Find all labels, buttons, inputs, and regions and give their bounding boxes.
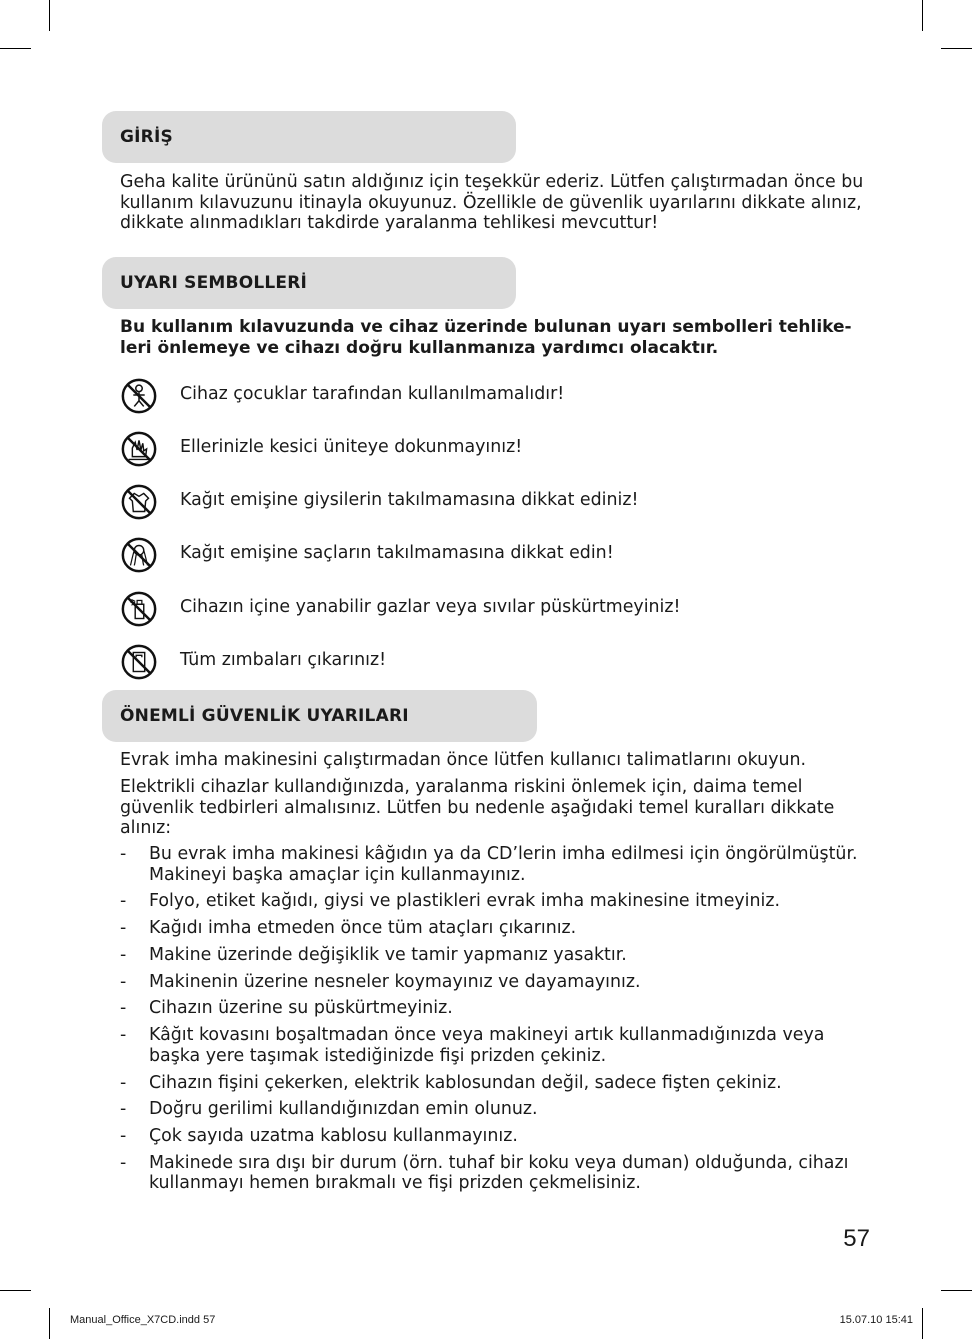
bullet-marker: - bbox=[120, 1152, 127, 1173]
safety-paragraph-1: Evrak imha makinesini çalıştırmadan önce lütfen kullanıcı talimatlarını okuyun. bbox=[120, 750, 807, 770]
symbol-row bbox=[120, 481, 880, 521]
bullet-marker: - bbox=[120, 1099, 127, 1120]
bullet-marker: - bbox=[120, 844, 127, 864]
section-title-intro: GİRİŞ bbox=[120, 127, 173, 147]
section-header-safety bbox=[102, 690, 537, 742]
list-item-text: Makinenin üzerine nesneler koymayınız ve dayamayınız. bbox=[149, 971, 641, 992]
bullet-marker: - bbox=[120, 971, 127, 992]
crop-mark bbox=[49, 0, 50, 31]
symbol-row bbox=[120, 534, 880, 574]
section-header-symbols bbox=[102, 257, 516, 309]
symbol-text: Tüm zımbaları çıkarınız! bbox=[180, 650, 387, 670]
crop-mark bbox=[49, 1308, 50, 1339]
section-title-symbols: UYARI SEMBOLLERİ bbox=[120, 273, 308, 293]
no-long-hair-icon bbox=[120, 536, 158, 574]
crop-mark bbox=[0, 48, 31, 49]
symbol-text: Kağıt emişine saçların takılmamasına dikkat edin! bbox=[180, 543, 614, 563]
footer-file-info: Manual_Office_X7CD.indd 57 bbox=[70, 1314, 216, 1326]
bullet-marker: - bbox=[120, 944, 127, 965]
list-item-text: Makinede sıra dışı bir durum (örn. tuhaf bir koku veya duman) olduğunda, cihazı kullanmayı hemen bırakmalı ve fişi prizden çekmelisiniz. bbox=[149, 1152, 849, 1194]
symbol-text: Cihazın içine yanabilir gazlar veya sıvılar püskürtmeyiniz! bbox=[180, 597, 681, 617]
no-hands-icon bbox=[120, 430, 158, 468]
list-item bbox=[120, 918, 872, 939]
symbol-row bbox=[120, 588, 880, 628]
no-loose-clothing-icon bbox=[120, 483, 158, 521]
crop-mark bbox=[941, 48, 972, 49]
list-item-text: Bu evrak imha makinesi kâğıdın ya da CD’lerin imha edilmesi için öngörülmüştür. Makineyi başka amaçlar için kullanmayınız. bbox=[149, 844, 858, 885]
list-item bbox=[120, 1025, 872, 1066]
list-item bbox=[120, 891, 872, 912]
crop-mark bbox=[0, 1290, 31, 1291]
footer-datetime: 15.07.10 15:41 bbox=[839, 1314, 913, 1326]
symbol-text: Ellerinizle kesici üniteye dokunmayınız! bbox=[180, 437, 523, 457]
bullet-marker: - bbox=[120, 918, 127, 939]
crop-mark bbox=[922, 1308, 923, 1339]
page-number: 57 bbox=[843, 1225, 870, 1252]
list-item-text: Folyo, etiket kağıdı, giysi ve plastikleri evrak imha makinesine itmeyiniz. bbox=[149, 891, 781, 912]
list-item bbox=[120, 1099, 872, 1120]
list-item bbox=[120, 1126, 872, 1147]
list-item-text: Cihazın üzerine su püskürtmeyiniz. bbox=[149, 998, 453, 1019]
list-item bbox=[120, 844, 872, 885]
safety-bullet-list bbox=[120, 844, 872, 1200]
bullet-marker: - bbox=[120, 891, 127, 912]
list-item-text: Makine üzerinde değişiklik ve tamir yapmanız yasaktır. bbox=[149, 944, 627, 965]
symbol-row bbox=[120, 641, 880, 681]
safety-paragraph-2: Elektrikli cihazlar kullandığınızda, yaralanma riskini önlemek için, daima temel güvenlik tedbirleri almalısınız. Lütfen bu nedenle aşağıdaki temel kuralları dikkate alınız: bbox=[120, 777, 835, 838]
crop-mark bbox=[922, 0, 923, 31]
no-aerosol-spray-icon bbox=[120, 590, 158, 628]
section-header-intro bbox=[102, 111, 516, 163]
list-item bbox=[120, 998, 872, 1019]
list-item-text: Cihazın fişini çekerken, elektrik kablosundan değil, sadece fişten çekiniz. bbox=[149, 1072, 782, 1093]
symbol-text: Kağıt emişine giysilerin takılmamasına dikkat ediniz! bbox=[180, 490, 639, 510]
crop-mark bbox=[941, 1290, 972, 1291]
no-children-icon bbox=[120, 377, 158, 415]
symbols-lead-paragraph: Bu kullanım kılavuzunda ve cihaz üzerinde bulunan uyarı sembolleri tehlike-leri önlemeye ve cihazı doğru kullanmanıza yardımcı olacaktır. bbox=[120, 317, 852, 358]
list-item-text: Çok sayıda uzatma kablosu kullanmayınız. bbox=[149, 1126, 518, 1147]
symbol-row bbox=[120, 375, 880, 415]
list-item bbox=[120, 1153, 872, 1194]
bullet-marker: - bbox=[120, 1126, 127, 1147]
symbol-text: Cihaz çocuklar tarafından kullanılmamalıdır! bbox=[180, 384, 565, 404]
list-item bbox=[120, 972, 872, 993]
list-item bbox=[120, 1073, 872, 1094]
list-item-text: Kâğıt kovasını boşaltmadan önce veya makineyi artık kullanmadığınızda veya başka yere taşımak istediğinizde fişi prizden çekiniz. bbox=[149, 1025, 825, 1066]
bullet-marker: - bbox=[120, 1072, 127, 1093]
list-item-text: Kağıdı imha etmeden önce tüm ataçları çıkarınız. bbox=[149, 918, 577, 939]
bullet-marker: - bbox=[120, 998, 127, 1019]
intro-paragraph: Geha kalite ürününü satın aldığınız için teşekkür ederiz. Lütfen çalıştırmadan önce bu kullanım kılavuzunu itinayla okuyunuz. Özellikle de güvenlik uyarılarını dikkate alınız, dikkate alınmadıkları takdirde yaralanma tehlikesi mevcuttur! bbox=[120, 172, 864, 233]
section-title-safety: ÖNEMLİ GÜVENLİK UYARILARI bbox=[120, 706, 409, 726]
bullet-marker: - bbox=[120, 1025, 127, 1046]
list-item-text: Doğru gerilimi kullandığınızdan emin olunuz. bbox=[149, 1099, 538, 1120]
no-staples-icon bbox=[120, 643, 158, 681]
list-item bbox=[120, 945, 872, 966]
symbol-row bbox=[120, 428, 880, 468]
